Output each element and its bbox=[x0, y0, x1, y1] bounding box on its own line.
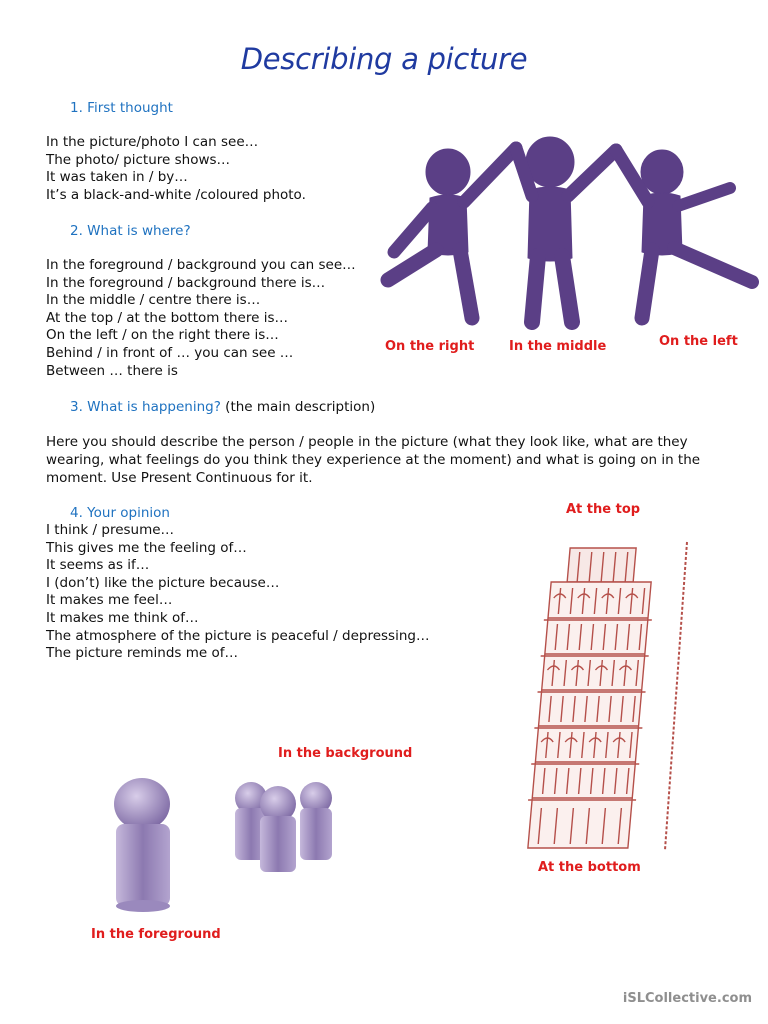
figure-right-person bbox=[616, 150, 752, 318]
foreground-pawn bbox=[114, 778, 170, 912]
list-item: Between … there is bbox=[46, 362, 178, 379]
watermark: iSLCollective.com bbox=[622, 991, 752, 1006]
label-at-the-top: At the top bbox=[566, 502, 641, 517]
list-item: It was taken in / by… bbox=[46, 169, 188, 186]
section-4-heading: 4. Your opinion bbox=[70, 505, 170, 521]
list-item: In the picture/photo I can see… bbox=[46, 134, 259, 150]
section-3-heading bbox=[70, 399, 375, 415]
list-item: I think / presume… bbox=[46, 522, 175, 538]
figure-left-person bbox=[388, 148, 516, 318]
list-item: At the top / at the bottom there is… bbox=[46, 309, 288, 326]
dancing-figures-image bbox=[380, 130, 760, 330]
list-item: In the middle / centre there is… bbox=[46, 292, 261, 309]
list-item: The photo/ picture shows… bbox=[46, 151, 231, 168]
list-item: The atmosphere of the picture is peaceful / depressing… bbox=[46, 627, 430, 644]
list-item: In the foreground / background you can see… bbox=[46, 257, 356, 273]
label-in-the-middle: In the middle bbox=[509, 339, 607, 354]
section-2-lines bbox=[46, 257, 356, 380]
section-1-lines bbox=[46, 134, 306, 204]
list-item: I (don’t) like the picture because… bbox=[46, 574, 280, 591]
section-3-heading-text: 3. What is happening? bbox=[70, 399, 221, 415]
pawns-image bbox=[96, 770, 356, 920]
list-item: Behind / in front of … you can see … bbox=[46, 344, 294, 361]
list-item: The picture reminds me of… bbox=[46, 645, 239, 662]
vertical-reference-line bbox=[665, 542, 687, 850]
list-item: This gives me the feeling of… bbox=[46, 539, 247, 556]
list-item: In the foreground / background there is… bbox=[46, 274, 326, 291]
list-item: It makes me feel… bbox=[46, 592, 173, 609]
label-on-the-right: On the right bbox=[385, 339, 475, 354]
list-item: It makes me think of… bbox=[46, 609, 199, 626]
label-in-the-background: In the background bbox=[278, 746, 413, 761]
page-title: Describing a picture bbox=[240, 42, 528, 76]
list-item: On the left / on the right there is… bbox=[46, 327, 279, 344]
section-4-lines bbox=[46, 522, 429, 663]
section-3-heading-note: (the main description) bbox=[220, 399, 376, 415]
section-2-heading: 2. What is where? bbox=[70, 223, 191, 239]
figure-middle-person bbox=[516, 137, 616, 322]
label-on-the-left: On the left bbox=[659, 334, 738, 349]
list-item: It seems as if… bbox=[46, 557, 150, 574]
background-pawn-group bbox=[235, 782, 332, 872]
list-item: It’s a black-and-white /coloured photo. bbox=[46, 186, 306, 203]
label-in-the-foreground: In the foreground bbox=[91, 927, 221, 942]
leaning-tower-image bbox=[515, 538, 705, 854]
section-3-paragraph: Here you should describe the person / people in the picture (what they look like, what are they wearing, what feelings do you think they experience at the moment) and what is going on in the moment. Use Present Continuous for it. bbox=[46, 434, 701, 487]
section-1-heading: 1. First thought bbox=[70, 100, 173, 116]
tower-body bbox=[524, 548, 658, 848]
label-at-the-bottom: At the bottom bbox=[538, 860, 641, 875]
